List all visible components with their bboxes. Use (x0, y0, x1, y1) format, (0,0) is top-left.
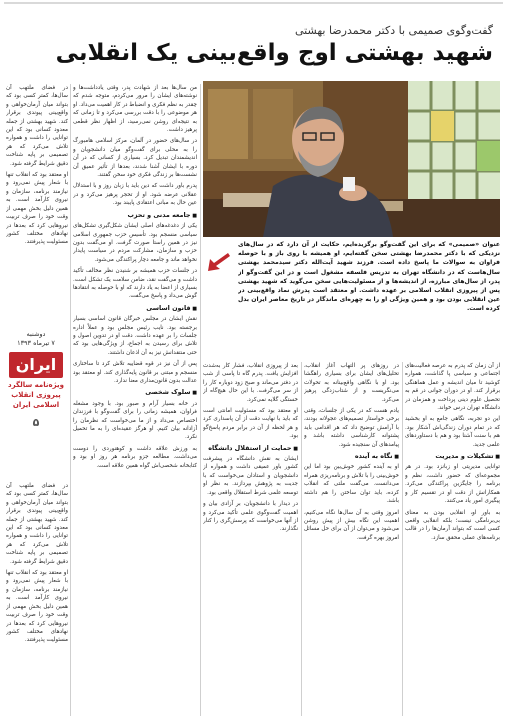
column-b (203, 362, 298, 716)
issue-weekday: دوشنبه (26, 330, 46, 338)
body-paragraph: در فضای ملتهب آن سال‌ها، کمتر کسی بود که بتواند میان آرمان‌خواهی و واقع‌بینی پیوندی برقرار کند. شهید بهشتی از جمله معدود کسانی بود که این توانایی را داشت و همواره تلاش می‌کرد که هر تصمیمی بر پایه شناخت دقیق شرایط گرفته شود. (6, 85, 68, 167)
column-left (6, 84, 68, 324)
body-paragraph: یکی از دغدغه‌های اصلی ایشان شکل‌گیری تشکل‌های سیاسی منسجم بود. تأسیس حزب جمهوری اسلامی نیز در همین راستا صورت گرفت. او می‌گفت بدون حزب و سازمان، مشارکت مردم در سیاست پایدار نخواهد ماند و جامعه دچار پراکندگی می‌شود. (73, 223, 197, 263)
column-a (73, 84, 197, 716)
column-divider (301, 362, 302, 716)
body-paragraph: بعد از پیروزی انقلاب، فشار کار به‌شدت افزایش یافت. پدرم گاه تا پاسی از شب در دفتر می‌ماند و صبح زود دوباره کار را از سر می‌گرفت. با این حال هیچ‌گاه از خستگی گلایه نمی‌کرد. (203, 363, 298, 403)
page-number: ۵ (32, 416, 40, 429)
section-subhead: ■ تشکیلات و مدیریت (405, 452, 500, 461)
top-rule (4, 2, 503, 4)
column-divider (402, 362, 403, 716)
body-paragraph: من سال‌ها بعد از شهادت پدر، وقتی یادداشت‌ها و نوشته‌های ایشان را مرور می‌کردم، متوجه شدم که چقدر به نظم فکری و انضباط در کار اهمیت می‌داد. او هر موضوعی را با دقت بررسی می‌کرد و تا زمانی که به نتیجه‌ای روشن نمی‌رسید، از اظهار نظر قطعی پرهیز داشت. (73, 85, 197, 134)
arrow-icon (206, 251, 232, 273)
body-paragraph: در روزهای پر التهاب آغاز انقلاب، تحلیل‌های ایشان برای بسیاری راهگشا بود. او با نگاهی واقع‌بینانه به تحولات می‌نگریست و از شتاب‌زدگی پرهیز می‌کرد. (304, 363, 399, 403)
newspaper-logo: ایران (9, 352, 63, 378)
body-paragraph: در سال‌های حضور در آلمان، مرکز اسلامی هامبورگ را به محلی برای گفت‌وگو میان دانشجویان و اندیشمندان تبدیل کرد. بسیاری از کسانی که در آن دوره با ایشان آشنا شدند، بعدها از تأثیر عمیق آن نشست‌ها بر زندگی فکری خود سخن گفتند. (73, 138, 197, 179)
body-paragraph: او معتقد بود که انقلاب تنها با شعار پیش نمی‌رود و نیازمند برنامه، سازمان و نیروی کارآمد است. به همین دلیل بخش مهمی از وقت خود را صرف تربیت نیروهایی کرد که بعدها در نهادهای مختلف کشور مسئولیت پذیرفتند. (6, 172, 68, 246)
body-paragraph: به باور او، انقلابی بودن به معنای بی‌برنامگی نیست؛ بلکه انقلابی واقعی کسی است که بتواند آرمان‌ها را در قالب برنامه‌های عملی محقق سازد. (405, 509, 500, 541)
body-paragraph: یادم هست که در یکی از جلسات، وقتی برخی خواستار تصمیم‌های عجولانه بودند، با آرامش توضیح داد که هر اقدامی باید پشتوانه کارشناسی داشته باشد و پیامدهای آن سنجیده شود. (304, 408, 399, 448)
body-paragraph: توانایی مدیریتی او زبانزد بود. در هر مجموعه‌ای که حضور داشت، نظم و برنامه را جایگزین پراکندگی می‌کرد. همکارانش از دقت او در تقسیم کار و پیگیری امور یاد می‌کنند. (405, 464, 500, 505)
body-paragraph: در جلسات حزب همیشه بر شنیدن نظر مخالف تأکید داشت و می‌گفت نقد، ضامن سلامت یک تشکل است. بسیاری از اعضا به یاد دارند که او با حوصله به انتقادها گوش می‌داد و پاسخ می‌گفت. (73, 268, 197, 300)
column-c (304, 362, 399, 716)
body-paragraph: در خانه بسیار آرام و صبور بود. با وجود مشغله فراوان، همیشه زمانی را برای گفت‌وگو با فرزندان اختصاص می‌داد و از ما می‌خواست که نظرمان را آزادانه بیان کنیم. او هرگز عقیده‌ای را به ما تحمیل نکرد. (73, 400, 197, 441)
column-d (405, 362, 500, 716)
body-paragraph: پس از آن نیز در قوه قضاییه تلاش کرد تا ساختاری منسجم و مبتنی بر قانون پایه‌گذاری کند. او معتقد بود عدالت بدون قانون‌مداری معنا ندارد. (73, 361, 197, 384)
body-paragraph: او معتقد بود که مسئولیت امانتی است که باید با نهایت دقت از آن پاسداری کرد و هر لحظه از آن در برابر مردم پاسخ‌گو بود. (203, 408, 298, 440)
lead-paragraph: عنوان «صمیمی» که برای این گفت‌وگو برگزیده‌ایم، حکایت از آن دارد که در سال‌های نزدیکی که با دکتر محمدرضا بهشتی سخن گفته‌ایم، او همیشه با روی باز و با حوصله فراوان به سوالات ما پاسخ داده است. فرزند شهید آیت‌الله دکتر سیدمحمد بهشتی سال‌هاست که در دانشگاه تهران به تدریس فلسفه مشغول است و در این گفت‌وگو از پدر، از سال‌های مبارزه، از اندیشه‌ها و از مسئولیت‌هایی سخن می‌گوید که شهید بهشتی پس از پیروزی انقلاب اسلامی بر عهده داشت. او معتقد است پدرش نماد واقع‌بینی در عین انقلابی بودن بود و همین ویژگی او را به چهره‌ای ماندگار در تاریخ معاصر ایران بدل کرده است. (238, 241, 500, 313)
portrait-photo (203, 81, 500, 237)
section-subhead: ■ قانون اساسی (73, 304, 197, 313)
section-subhead: ■ حمایت از استقلال دانشگاه (203, 444, 298, 453)
masthead (6, 330, 66, 475)
body-paragraph: او معتقد بود که انقلاب تنها با شعار پیش نمی‌رود و نیازمند برنامه، سازمان و نیروی کارآمد است. به همین دلیل بخش مهمی از وقت خود را صرف تربیت نیروهایی کرد که بعدها در نهادهای مختلف کشور مسئولیت پذیرفتند. (6, 570, 68, 644)
body-paragraph: امروز وقتی به آن سال‌ها نگاه می‌کنیم، اهمیت این نگاه بیش از پیش روشن می‌شود و می‌توان از آن برای حل مسائل امروز بهره گرفت. (304, 509, 399, 541)
column-left-lower (6, 482, 68, 716)
column-divider (70, 84, 71, 716)
section-subhead: ■ نگاه به آینده (304, 452, 399, 461)
supplement-title: ویژه‌نامه سالگرد پیروزی انقلاب اسلامی ایران (8, 381, 64, 409)
body-paragraph: این دو تجربه، نگاهی جامع به او بخشید که در تمام دوران زندگی‌اش آشکار بود. هم با سنت آشنا بود و هم با دستاوردهای علمی جدید. (405, 416, 500, 448)
body-paragraph: به ورزش علاقه داشت و کوهنوردی را دوست می‌داشت. مطالعه جزو برنامه هر روز او بود و کتابخانه شخصی‌اش گواه همین علاقه است. (73, 445, 197, 469)
body-paragraph: ایشان به نقش دانشگاه در پیشرفت کشور باور عمیقی داشت و همواره از دانشجویان و استادان می‌خواست که با جدیت به پژوهش بپردازند. به نظر او توسعه علمی شرط استقلال واقعی بود. (203, 456, 298, 496)
body-paragraph: نقش ایشان در مجلس خبرگان قانون اساسی بسیار برجسته بود. نایب رئیس مجلس بود و عملاً اداره جلسات را بر عهده داشت. دقت او در تدوین اصول و تلاش برای رسیدن به اجماع، از ویژگی‌هایی بود که حتی منتقدانش نیز به آن اذعان داشتند. (73, 316, 197, 356)
issue-date: ۷ تیرماه ۱۳۹۳ (17, 339, 55, 347)
body-paragraph: از آن زمان که پدرم به عرصه فعالیت‌های اجتماعی و سیاسی پا گذاشت، همواره کوشید تا میان اندیشه و عمل هماهنگی برقرار کند. او در دوران جوانی در قم به تحصیل علوم دینی پرداخت و همزمان در دانشگاه تهران درس خواند. (405, 363, 500, 412)
kicker: گفت‌وگوی صمیمی با دکتر محمدرضا بهشتی (295, 24, 493, 37)
body-paragraph: او به آینده کشور خوش‌بین بود اما این خوش‌بینی را با تلاش و برنامه‌ریزی همراه می‌دانست. می‌گفت ملتی که انقلاب کرده، باید توان ساختن را هم داشته باشد. (304, 464, 399, 505)
body-paragraph: در فضای ملتهب آن سال‌ها، کمتر کسی بود که بتواند میان آرمان‌خواهی و واقع‌بینی پیوندی برقرار کند. شهید بهشتی از جمله معدود کسانی بود که این توانایی را داشت و همواره تلاش می‌کرد که هر تصمیمی بر پایه شناخت دقیق شرایط گرفته شود. (6, 483, 68, 565)
body-paragraph: پدرم باور داشت که دین باید با زبان روز و با استدلال عقلانی عرضه شود. او از تحجر پرهیز می‌کرد و در عین حال به مبانی اعتقادی پایبند بود. (73, 183, 197, 207)
headline: شهید بهشتی اوج واقع‌بینی یک انقلابی (55, 40, 493, 66)
body-paragraph: در دیدار با دانشجویان، بر آزادی بیان و اهمیت گفت‌وگوی علمی تأکید می‌کرد و از آنها می‌خواست که پرسش‌گری را کنار نگذارند. (203, 501, 298, 533)
section-subhead: ■ سلوک شخصی (73, 388, 197, 397)
section-subhead: ■ جامعه مدنی و تحزب (73, 211, 197, 220)
column-divider (200, 84, 201, 716)
